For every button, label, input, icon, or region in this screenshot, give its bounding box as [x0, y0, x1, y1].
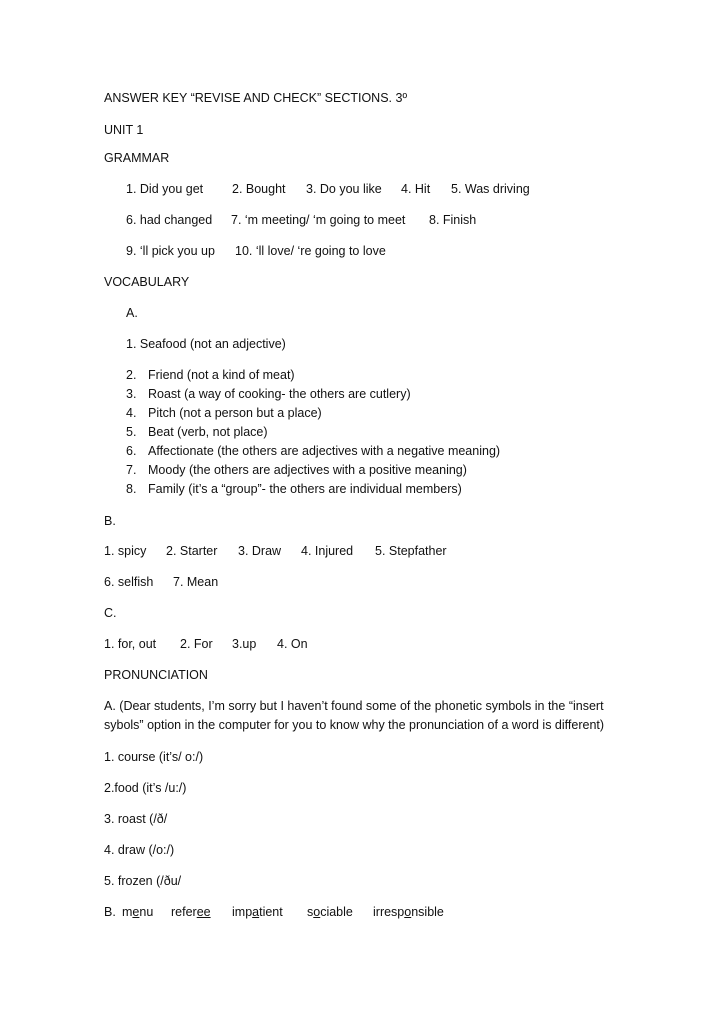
vocabulary-b-answer-3: 3. Draw [238, 544, 282, 558]
vocabulary-heading: VOCABULARY [104, 275, 190, 289]
grammar-answer-2: 2. Bought [232, 182, 286, 196]
list-item-text: Roast (a way of cooking- the others are cutlery) [148, 387, 411, 401]
stressed-syllable: o [313, 905, 321, 919]
grammar-answer-8: 8. Finish [429, 213, 477, 227]
document-title: ANSWER KEY “REVISE AND CHECK” SECTIONS. 3º [104, 91, 408, 105]
list-item-number: 6. [126, 444, 137, 458]
word-part: nu [139, 905, 154, 919]
vocabulary-c-answer-3: 3.up [232, 637, 257, 651]
vocabulary-c-answer-4: 4. On [277, 637, 308, 651]
stressed-syllable: o [404, 905, 412, 919]
vocabulary-b-answer-4: 4. Injured [301, 544, 354, 558]
grammar-answer-3: 3. Do you like [306, 182, 382, 196]
grammar-answer-9: 9. ‘ll pick you up [126, 244, 215, 258]
list-item-number: 3. [126, 387, 137, 401]
stress-word-sociable [307, 905, 353, 920]
pronunciation-answer-3: 3. roast (/ð/ [104, 812, 168, 826]
pronunciation-heading: PRONUNCIATION [104, 668, 208, 682]
stressed-syllable: e [132, 905, 140, 919]
vocabulary-b-answer-5: 5. Stepfather [375, 544, 447, 558]
list-item-text: Family (it’s a “group”- the others are individual members) [148, 482, 462, 496]
pronunciation-b-label: B. [104, 905, 116, 919]
grammar-answer-4: 4. Hit [401, 182, 431, 196]
pronunciation-answer-4: 4. draw (/o:/) [104, 843, 175, 857]
vocabulary-b-answer-2: 2. Starter [166, 544, 218, 558]
list-item-text: Beat (verb, not place) [148, 425, 268, 439]
list-item-number: 7. [126, 463, 137, 477]
stress-word-irresponsible [373, 905, 444, 920]
word-part: nsible [411, 905, 444, 919]
vocabulary-b-label: B. [104, 514, 116, 528]
grammar-answer-1: 1. Did you get [126, 182, 204, 196]
grammar-answer-5: 5. Was driving [451, 182, 530, 196]
word-part: irresp [373, 905, 405, 919]
word-part: imp [232, 905, 253, 919]
vocabulary-a-label: A. [126, 306, 138, 320]
word-part: refer [171, 905, 197, 919]
list-item-text: Pitch (not a person but a place) [148, 406, 322, 420]
vocabulary-b-answer-1: 1. spicy [104, 544, 147, 558]
pronunciation-note-line-1: A. (Dear students, I’m sorry but I haven’t found some of the phonetic symbols in the “insert [104, 699, 604, 713]
stress-word-menu [122, 905, 153, 920]
list-item-text: Moody (the others are adjectives with a positive meaning) [148, 463, 467, 477]
word-part: tient [259, 905, 283, 919]
list-item-number: 8. [126, 482, 137, 496]
vocabulary-a-item-1: 1. Seafood (not an adjective) [126, 337, 286, 351]
grammar-answer-6: 6. had changed [126, 213, 213, 227]
word-part: m [122, 905, 133, 919]
vocabulary-b-answer-6: 6. selfish [104, 575, 154, 589]
stressed-syllable: ee [196, 905, 211, 919]
pronunciation-note-line-2: sybols” option in the computer for you to know why the pronunciation of a word is different) [104, 718, 605, 732]
stressed-syllable: a [252, 905, 260, 919]
list-item-text: Friend (not a kind of meat) [148, 368, 295, 382]
stress-word-impatient [232, 905, 283, 920]
list-item-text: Affectionate (the others are adjectives with a negative meaning) [148, 444, 501, 458]
pronunciation-answer-1: 1. course (it’s/ o:/) [104, 750, 204, 764]
vocabulary-c-answer-1: 1. for, out [104, 637, 157, 651]
pronunciation-answer-2: 2.food (it’s /u:/) [104, 781, 187, 795]
list-item-number: 5. [126, 425, 137, 439]
vocabulary-b-answer-7: 7. Mean [173, 575, 219, 589]
grammar-answer-10: 10. ‘ll love/ ‘re going to love [235, 244, 386, 258]
unit-heading: UNIT 1 [104, 123, 144, 137]
word-part: s [307, 905, 314, 919]
grammar-answer-7: 7. ‘m meeting/ ‘m going to meet [231, 213, 406, 227]
pronunciation-answer-5: 5. frozen (/ðu/ [104, 874, 182, 888]
stress-word-referee [171, 905, 211, 920]
word-part: ciable [320, 905, 353, 919]
list-item-number: 4. [126, 406, 137, 420]
vocabulary-c-answer-2: 2. For [180, 637, 213, 651]
grammar-heading: GRAMMAR [104, 151, 170, 165]
list-item-number: 2. [126, 368, 137, 382]
vocabulary-c-label: C. [104, 606, 117, 620]
